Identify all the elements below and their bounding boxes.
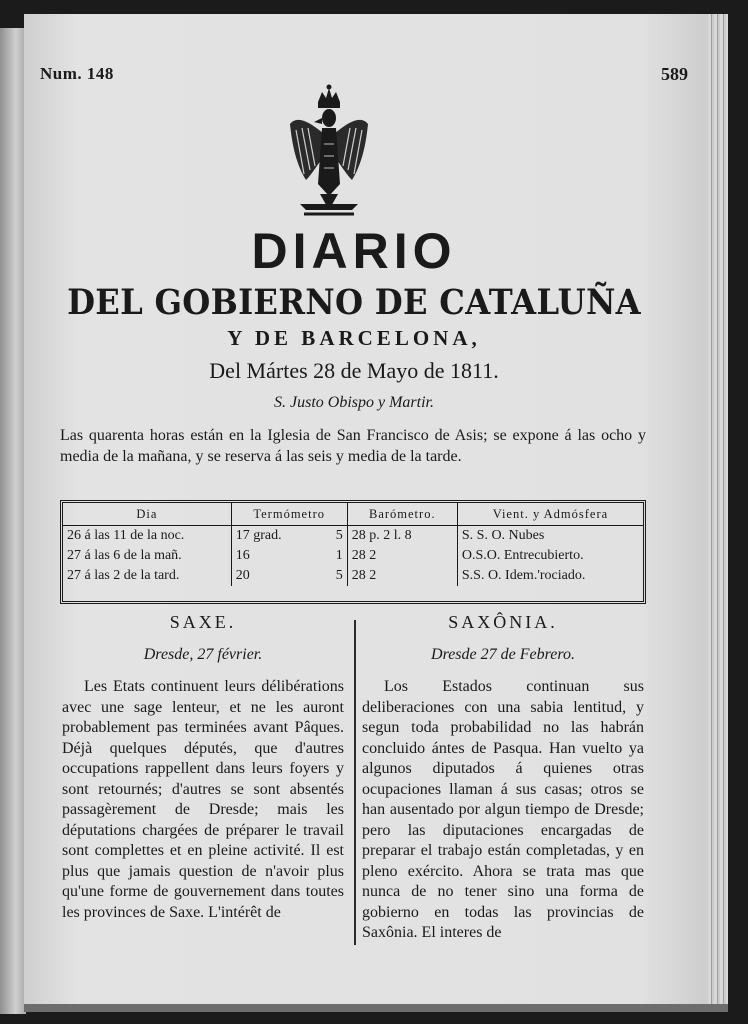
issue-number: Num. 148 — [40, 64, 114, 83]
column-divider — [354, 620, 356, 945]
page-number: 589 — [661, 64, 688, 84]
cell-decimas: 1 — [335, 548, 343, 563]
previous-page-edge — [0, 28, 26, 1014]
article-heading: SAXE. — [169, 612, 237, 632]
book-bottom-edge — [24, 1004, 728, 1012]
weather-table — [60, 500, 646, 604]
cell-dia: 27 á las 6 de la mañ. — [67, 548, 182, 563]
article-spanish — [362, 612, 644, 944]
cell-viento: S.S. O. Idem.'rociado. — [457, 566, 643, 586]
table-row — [63, 566, 643, 586]
masthead-subtitle: DEL GOBIERNO DE CATALUÑA — [67, 282, 641, 323]
table-row — [63, 526, 643, 547]
cell-barometro: 28 2 — [347, 546, 457, 566]
masthead-title: DIARIO — [251, 223, 457, 279]
article-heading: SAXÔNIA. — [448, 612, 558, 632]
masthead-subtitle-barcelona: Y DE BARCELONA, — [227, 326, 481, 350]
cell-decimas: 5 — [335, 568, 343, 583]
header-dia: Dia — [63, 503, 231, 526]
header-barometro: Barómetro. — [347, 503, 457, 526]
cell-viento: S. S. O. Nubes — [457, 526, 643, 547]
header-termometro: Termómetro — [231, 503, 347, 526]
cell-termometro — [231, 566, 347, 586]
issue-date: Del Mártes 28 de Mayo de 1811. — [209, 358, 499, 383]
cell-decimas: 5 — [335, 528, 343, 543]
imperial-eagle-icon — [282, 84, 376, 224]
cell-termometro — [231, 546, 347, 566]
saint-of-the-day: S. Justo Obispo y Martir. — [274, 394, 434, 411]
cell-dia: 27 á las 2 de la tard. — [67, 568, 180, 583]
header-viento: Vient. y Admósfera — [457, 503, 643, 526]
weather-header-row — [63, 503, 643, 526]
cell-barometro: 28 2 — [347, 566, 457, 586]
table-row — [63, 546, 643, 566]
article-dateline: Dresde, 27 février. — [143, 645, 263, 663]
cell-grados: 20 — [235, 568, 250, 583]
article-body: Los Estados continuan sus deliberaciones con una sabia lentitud, y segun toda probabilidad no las habrán concluido ántes de Pasqua. Han vuelto ya algunos diputados á quienes otras ocupaciones llaman á sus casas; otros se han ausentado por algun tiempo de Dresde; pero las diputaciones encargadas de preparar el trabajo están completadas, y en pleno exército. Ahora se trata mas que nunca de no tener sino una forma de gobierno en todas las provincias de Saxônia. El interes de — [362, 678, 644, 941]
church-notice: Las quarenta horas están en la Iglesia de San Francisco de Asis; se expone á las ocho y media de la mañana, y se reserva á las seis y media de la tarde. — [60, 427, 646, 465]
article-body: Les Etats continuent leurs délibérations avec une sage lenteur, et ne les auront probablement pas terminées avant Pâques. Déjà quelques députés, que d'autres occupations rappellent dans leurs foyers y sont retournés; d'autres se sont absentés passagèrement de Dresde; mais les députations chargées de préparer le travail sont complettes et en pleine activité. Il est plus que jamais question de n'avoir plus qu'une forme de gouvernement dans toutes les provinces de Saxe. L'intérêt de — [62, 678, 344, 921]
cell-termometro — [231, 526, 347, 547]
cell-barometro: 28 p. 2 l. 8 — [347, 526, 457, 547]
article-dateline: Dresde 27 de Febrero. — [431, 645, 575, 663]
page-stack-edge — [708, 14, 728, 1008]
cell-grados: 17 grad. — [235, 528, 282, 543]
cell-grados: 16 — [235, 548, 250, 563]
cell-viento: O.S.O. Entrecubierto. — [457, 546, 643, 566]
cell-dia: 26 á las 11 de la noc. — [67, 528, 185, 543]
article-french — [62, 612, 344, 923]
